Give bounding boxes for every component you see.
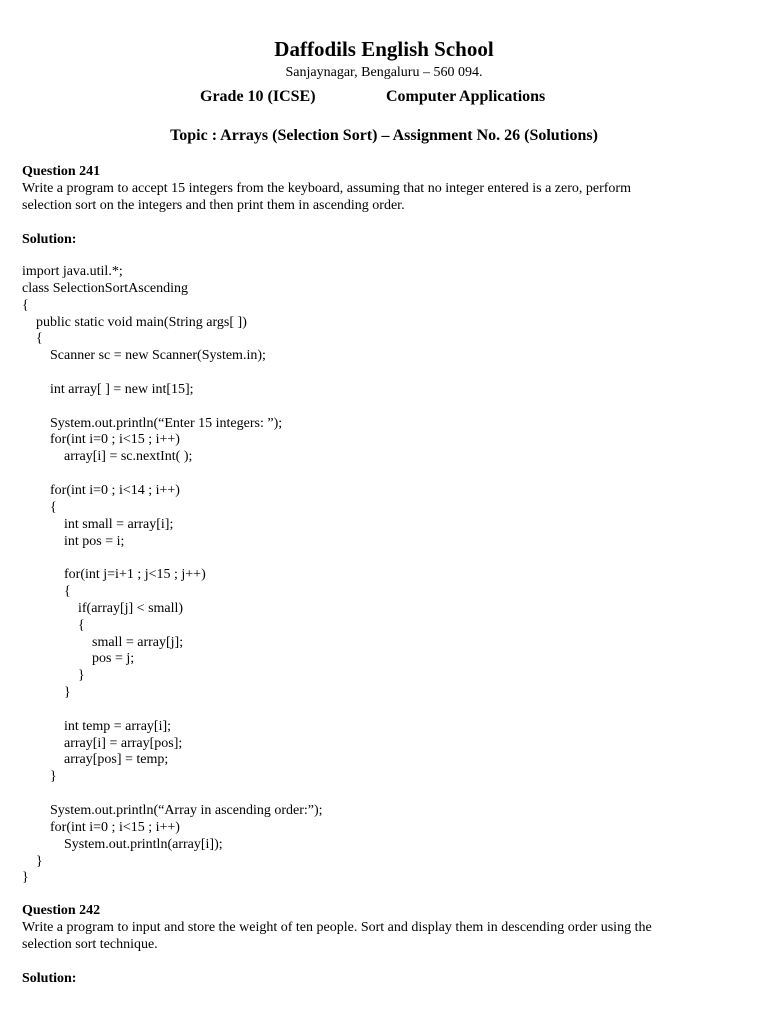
code-line: int small = array[i]; — [22, 516, 174, 532]
code-line: { — [22, 297, 29, 313]
code-line — [22, 702, 323, 719]
question-241-text-line-2: selection sort on the integers and then print them in ascending order. — [22, 198, 405, 213]
school-name: Daffodils English School — [274, 37, 494, 61]
code-line: import java.util.*; — [22, 264, 123, 279]
code-line: } — [22, 769, 57, 785]
code-line: for(int i=0 ; i<15 ; i++) — [22, 432, 180, 448]
topic-heading: Topic : Arrays (Selection Sort) – Assignment No. 26 (Solutions) — [170, 127, 598, 144]
subject-label: Computer Applications — [386, 88, 546, 105]
code-line: pos = j; — [22, 651, 135, 667]
code-line: array[i] = sc.nextInt( ); — [22, 449, 193, 465]
code-line: public static void main(String args[ ]) — [22, 314, 247, 330]
question-241-title: Question 241 — [22, 164, 101, 179]
school-address: Sanjaynagar, Bengaluru – 560 094. — [285, 65, 483, 80]
code-line: if(array[j] < small) — [22, 600, 184, 616]
code-line — [22, 550, 323, 567]
code-line: System.out.println(“Array in ascending order:”); — [22, 803, 323, 818]
code-line — [22, 399, 323, 416]
code-line: { — [22, 584, 71, 600]
code-line: for(int i=0 ; i<14 ; i++) — [22, 482, 180, 498]
code-line: } — [22, 668, 85, 684]
code-line: int temp = array[i]; — [22, 718, 172, 734]
code-line — [22, 466, 323, 483]
code-line: { — [22, 617, 85, 633]
code-line: System.out.println(array[i]); — [22, 836, 223, 852]
question-242-solution-label: Solution: — [22, 971, 77, 986]
code-line: array[i] = array[pos]; — [22, 735, 183, 751]
question-242-text-line-2: selection sort technique. — [22, 937, 158, 952]
code-block — [22, 264, 323, 887]
code-line — [22, 365, 323, 382]
code-line: int pos = i; — [22, 533, 125, 549]
code-line: } — [22, 685, 71, 701]
code-line: } — [22, 870, 29, 886]
code-line: { — [22, 331, 43, 347]
code-line: { — [22, 499, 57, 515]
code-line: } — [22, 853, 43, 869]
question-242-text-line-1: Write a program to input and store the weight of ten people. Sort and display them in descending order using the — [22, 920, 652, 935]
code-line: array[pos] = temp; — [22, 752, 169, 768]
code-line: Scanner sc = new Scanner(System.in); — [22, 348, 266, 364]
grade-label: Grade 10 (ICSE) — [200, 88, 316, 105]
code-line: small = array[j]; — [22, 634, 184, 650]
question-241-solution-label: Solution: — [22, 232, 77, 247]
code-line: class SelectionSortAscending — [22, 280, 189, 296]
question-242-title: Question 242 — [22, 903, 101, 918]
code-line: int array[ ] = new int[15]; — [22, 381, 194, 397]
code-line: for(int i=0 ; i<15 ; i++) — [22, 819, 180, 835]
code-line — [22, 786, 323, 803]
code-line: for(int j=i+1 ; j<15 ; j++) — [22, 567, 206, 583]
question-241-text-line-1: Write a program to accept 15 integers from the keyboard, assuming that no integer entered is a zero, perform — [22, 181, 631, 196]
code-line: System.out.println(“Enter 15 integers: ”); — [22, 415, 283, 431]
